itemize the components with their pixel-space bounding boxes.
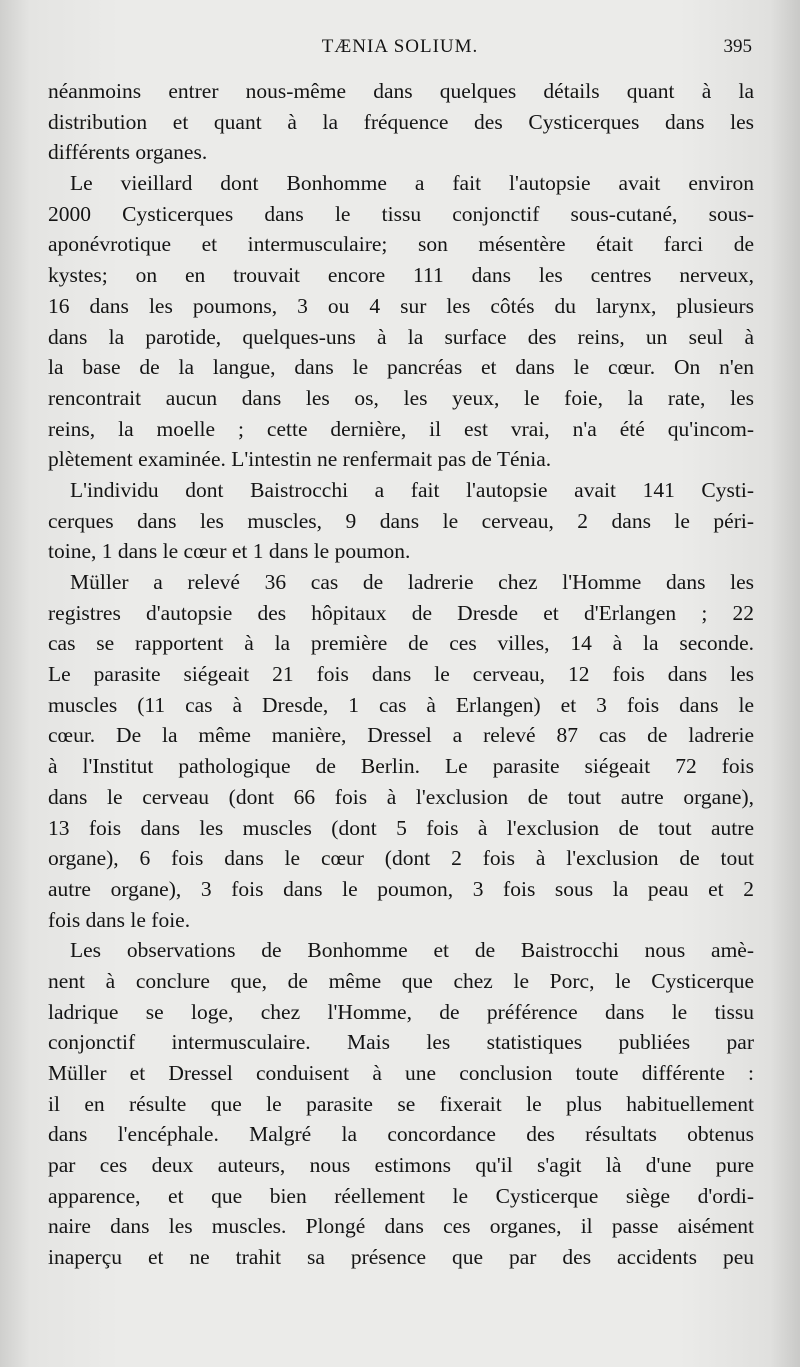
- text-line: L'individu dont Baistrocchi a fait l'autopsie avait 141 Cysti-: [70, 477, 754, 502]
- text-line: cas se rapportent à la première de ces villes, 14 à la seconde.: [48, 631, 754, 656]
- text-line: Müller et Dressel conduisent à une conclusion toute différente :: [48, 1061, 754, 1085]
- text-line: toine, 1 dans le cœur et 1 dans le poumon.: [48, 539, 411, 564]
- text-line: distribution et quant à la fréquence des Cysticerques dans les: [48, 109, 754, 134]
- text-line: à l'Institut pathologique de Berlin. Le parasite siégeait 72 fois: [48, 754, 754, 779]
- text-line: la base de la langue, dans le pancréas et dans le cœur. On n'en: [48, 355, 754, 380]
- text-line: 13 fois dans les muscles (dont 5 fois à l'exclusion de tout autre: [48, 815, 754, 840]
- running-title: TÆNIA SOLIUM.: [321, 36, 479, 57]
- text-line: par ces deux auteurs, nous estimons qu'il s'agit là d'une pure: [48, 1153, 754, 1178]
- text-line: différents organes.: [48, 140, 208, 165]
- text-line: registres d'autopsie des hôpitaux de Dresde et d'Erlangen ; 22: [48, 600, 754, 625]
- page-number: 395: [723, 36, 752, 57]
- text-line: Les observations de Bonhomme et de Baistrocchi nous amè-: [70, 938, 754, 963]
- body-text: [48, 76, 754, 1273]
- text-line: inaperçu et ne trahit sa présence que par des accidents peu: [48, 1245, 754, 1270]
- text-line: Le vieillard dont Bonhomme a fait l'autopsie avait environ: [70, 171, 754, 196]
- text-line: cœur. De la même manière, Dressel a relevé 87 cas de ladrerie: [48, 723, 754, 748]
- text-line: organe), 6 fois dans le cœur (dont 2 fois à l'exclusion de tout: [48, 846, 754, 871]
- text-line: muscles (11 cas à Dresde, 1 cas à Erlangen) et 3 fois dans le: [48, 692, 754, 717]
- text-line: kystes; on en trouvait encore 111 dans les centres nerveux,: [48, 263, 754, 288]
- text-line: 16 dans les poumons, 3 ou 4 sur les côtés du larynx, plusieurs: [48, 293, 754, 318]
- text-line: autre organe), 3 fois dans le poumon, 3 fois sous la peau et 2: [48, 876, 754, 901]
- running-head: [48, 36, 752, 66]
- text-line: apparence, et que bien réellement le Cysticerque siège d'ordi-: [48, 1183, 754, 1208]
- text-line: aponévrotique et intermusculaire; son mésentère était farci de: [48, 232, 754, 257]
- text-line: il en résulte que le parasite se fixerait le plus habituellement: [48, 1091, 754, 1116]
- text-line: nent à conclure que, de même que chez le Porc, le Cysticerque: [48, 968, 754, 993]
- text-line: 2000 Cysticerques dans le tissu conjonctif sous-cutané, sous-: [48, 201, 754, 226]
- text-line: cerques dans les muscles, 9 dans le cerveau, 2 dans le péri-: [48, 508, 754, 533]
- text-line: fois dans le foie.: [48, 907, 191, 932]
- text-line: reins, la moelle ; cette dernière, il est vrai, n'a été qu'incom-: [48, 416, 754, 441]
- text-line: dans le cerveau (dont 66 fois à l'exclusion de tout autre organe),: [48, 784, 754, 809]
- text-line: dans l'encéphale. Malgré la concordance des résultats obtenus: [48, 1122, 754, 1147]
- text-line: néanmoins entrer nous-même dans quelques détails quant à la: [48, 79, 754, 103]
- text-line: plètement examinée. L'intestin ne renfermait pas de Ténia.: [48, 447, 552, 472]
- text-line: dans la parotide, quelques-uns à la surface des reins, un seul à: [48, 324, 754, 349]
- text-line: naire dans les muscles. Plongé dans ces organes, il passe aisément: [48, 1214, 754, 1239]
- text-line: conjonctif intermusculaire. Mais les statistiques publiées par: [48, 1030, 754, 1055]
- text-line: rencontrait aucun dans les os, les yeux, le foie, la rate, les: [48, 385, 754, 410]
- text-line: ladrique se loge, chez l'Homme, de préférence dans le tissu: [48, 999, 754, 1024]
- text-line: Le parasite siégeait 21 fois dans le cerveau, 12 fois dans les: [48, 662, 754, 687]
- text-line: Müller a relevé 36 cas de ladrerie chez l'Homme dans les: [70, 570, 754, 594]
